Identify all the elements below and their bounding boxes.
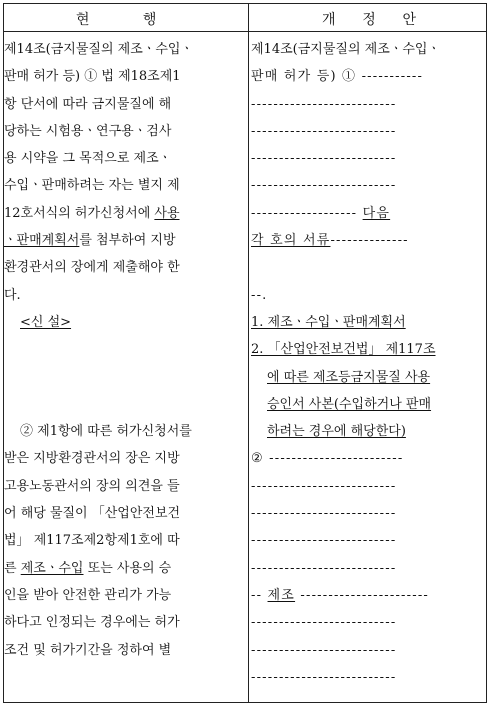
underlined-text: 각 호의 서류: [251, 233, 331, 249]
underlined-text: 제조ㆍ수입: [20, 560, 84, 576]
text-line: [251, 254, 483, 281]
list-item-2: 2. 「산업안전보건법」 제117조: [251, 342, 436, 358]
text-line: --------------------------: [251, 123, 397, 139]
underlined-text: 사용: [154, 205, 180, 221]
text-line: 제14조(금지물질의 제조ㆍ수입ㆍ: [251, 42, 441, 57]
text-line: --------------------------: [251, 178, 397, 194]
text-segment: 12호서식의 허가신청서에: [4, 205, 155, 221]
list-item-2-cont: 에 따른 제조등금지물질 사용: [267, 369, 431, 385]
text-line: 환경관서의 장에게 제출해야 한: [4, 260, 180, 276]
text-line: [251, 227, 483, 254]
underlined-text: 다음: [362, 205, 391, 221]
header-revised: 개 정 안: [322, 12, 416, 28]
text-line: --------------------------: [251, 478, 397, 494]
list-item-2-cont: 하려는 경우에 해당한다): [267, 424, 406, 440]
new-provision-label: <신 설>: [20, 314, 72, 330]
header-current: 현 행: [76, 12, 157, 28]
text-segment: --: [251, 587, 268, 603]
text-line: [251, 582, 483, 609]
text-line: --------------------------: [251, 533, 397, 549]
text-line: 법」 제117조제2항제1호에 따: [4, 533, 180, 549]
text-segment: -----------------------: [295, 587, 430, 603]
text-line: --------------------------: [251, 669, 397, 685]
current-column: [4, 36, 240, 664]
text-segment: 를 첨부하여 지방: [79, 233, 176, 249]
text-line: [4, 200, 240, 227]
underlined-text: 제조: [267, 587, 296, 603]
text-line: --------------------------: [251, 151, 397, 167]
text-line: 어 해당 물질이 「산업안전보건: [4, 506, 181, 522]
list-item-2-cont: 승인서 사본(수입하거나 판매: [267, 396, 432, 412]
text-line: 당하는 시험용ㆍ연구용ㆍ검사: [4, 123, 172, 139]
text-line: 제14조(금지물질의 제조ㆍ수입ㆍ: [4, 42, 194, 57]
text-segment: --------------: [330, 233, 409, 249]
text-line: [4, 227, 240, 254]
list-item-1: 1. 제조ㆍ수입ㆍ판매계획서: [251, 314, 406, 330]
text-line: 수입ㆍ판매하려는 자는 별지 제: [4, 178, 180, 194]
underlined-text: ㆍ판매계획서: [4, 233, 80, 249]
text-line: [4, 555, 240, 582]
column-divider: [248, 4, 249, 702]
text-line: 고용노동관서의 장의 의견을 들: [4, 478, 180, 494]
text-line: --------------------------: [251, 560, 397, 576]
text-segment: 또는 사용의 승: [83, 560, 172, 576]
text-line: --.: [251, 287, 268, 303]
text-line: 판매 허가 등) ① 법 제18조제1: [4, 69, 181, 85]
table-header: [4, 4, 486, 32]
text-line: ② ------------------------: [251, 451, 404, 467]
text-line: 인을 받아 안전한 관리가 가능: [4, 587, 172, 603]
text-line: 다.: [4, 287, 21, 303]
text-line: --------------------------: [251, 615, 397, 631]
text-line: 항 단서에 따라 금지물질에 해: [4, 96, 172, 112]
revised-column: [251, 36, 483, 691]
text-line: --------------------------: [251, 642, 397, 658]
text-line: [251, 200, 483, 227]
text-line: 용 시약을 그 목적으로 제조ㆍ: [4, 151, 172, 167]
text-line: 판매 허가 등) ① -----------: [251, 69, 424, 85]
text-segment: 른: [4, 560, 21, 576]
text-line: --------------------------: [251, 96, 397, 112]
text-line: --------------------------: [251, 506, 397, 522]
text-line: ② 제1항에 따른 허가신청서를: [20, 424, 192, 440]
text-segment: -------------------: [251, 205, 363, 221]
text-line: 하다고 인정되는 경우에는 허가: [4, 615, 180, 631]
text-line: 조건 및 허가기간을 정하여 별: [4, 642, 172, 658]
text-line: 받은 지방환경관서의 장은 지방: [4, 451, 180, 467]
